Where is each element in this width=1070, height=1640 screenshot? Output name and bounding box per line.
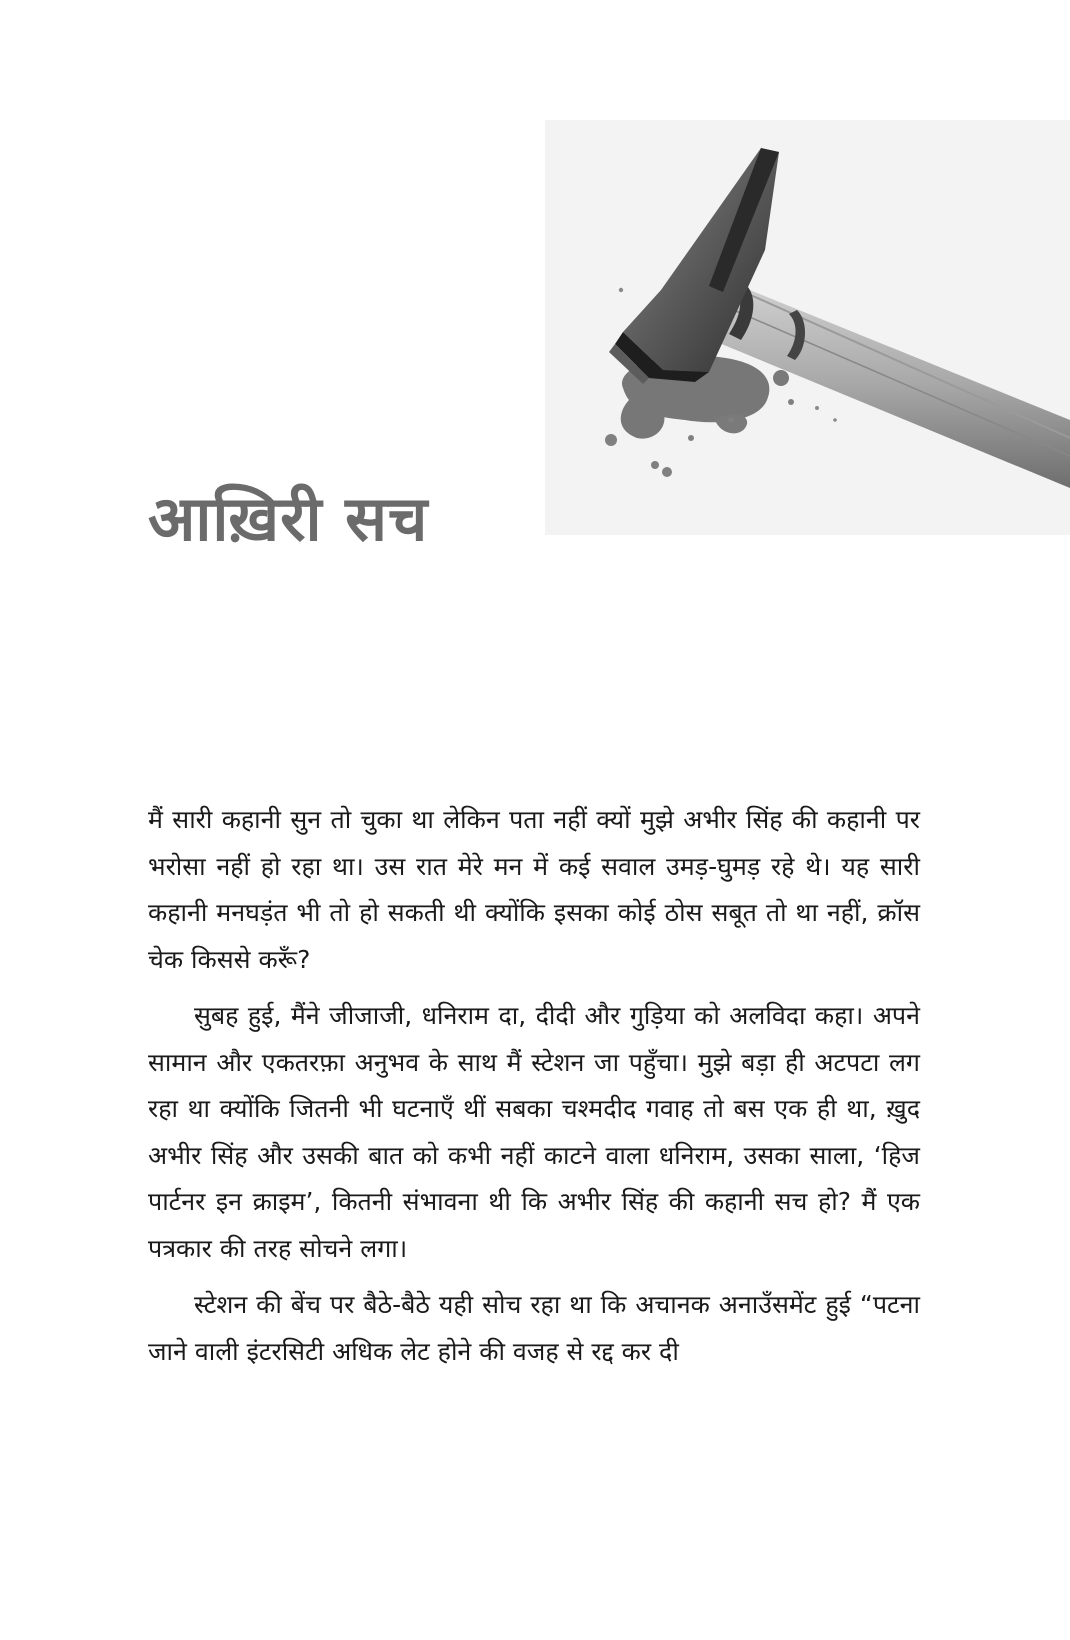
chapter-title: आख़िरी सच: [148, 482, 429, 555]
chapter-body: [148, 797, 920, 1375]
paragraph: स्टेशन की बेंच पर बैठे-बैठे यही सोच रहा था कि अचानक अनाउँसमेंट हुई “पटना जाने वाली इंटरसिटी अधिक लेट होने की वजह से रद्द कर दी: [148, 1290, 920, 1366]
paragraph: मैं सारी कहानी सुन तो चुका था लेकिन पता नहीं क्यों मुझे अभीर सिंह की कहानी पर भरोसा नहीं हो रहा था। उस रात मेरे मन में कई सवाल उमड़-घुमड़ रहे थे। यह सारी कहानी मनघड़ंत भी तो हो सकती थी क्योंकि इसका कोई ठोस सबूत तो था नहीं, क्रॉस चेक किससे करूँ?: [148, 805, 920, 974]
bloody-hammer-illustration: [545, 120, 1070, 535]
paragraph: सुबह हुई, मैंने जीजाजी, धनिराम दा, दीदी और गुड़िया को अलविदा कहा। अपने सामान और एकतरफ़ा अनुभव के साथ मैं स्टेशन जा पहुँचा। मुझे बड़ा ही अटपटा लग रहा था क्योंकि जितनी भी घटनाएँ थीं सबका चश्मदीद गवाह तो बस एक ही था, ख़ुद अभीर सिंह और उसकी बात को कभी नहीं काटने वाला धनिराम, उसका साला, ‘हिज पार्टनर इन क्राइम’, कितनी संभावना थी कि अभीर सिंह की कहानी सच हो? मैं एक पत्रकार की तरह सोचने लगा।: [148, 1001, 920, 1263]
